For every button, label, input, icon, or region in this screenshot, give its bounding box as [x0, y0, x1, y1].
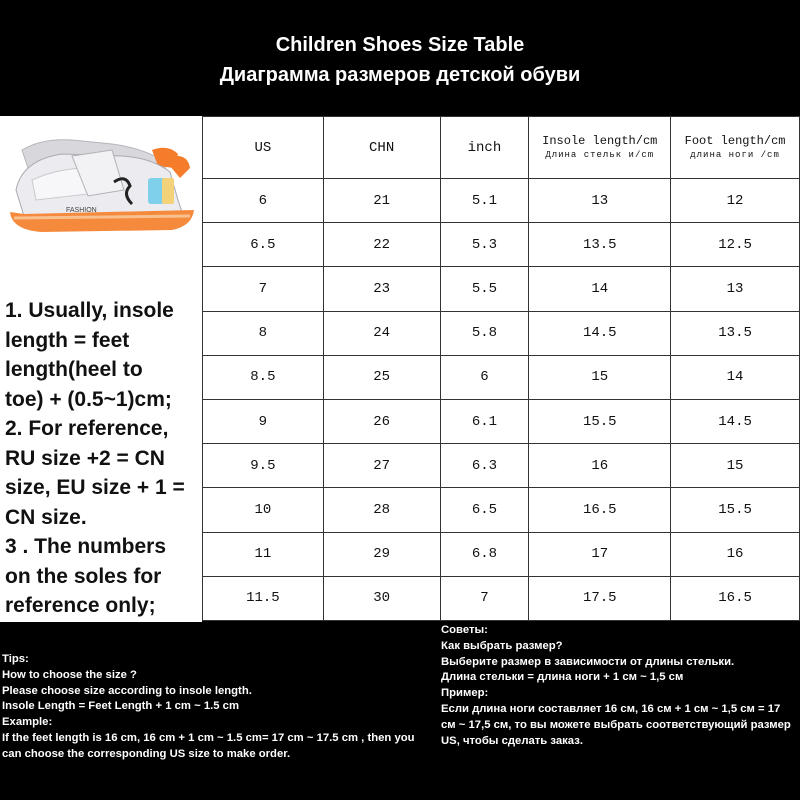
cell-us: 6.5	[203, 223, 324, 267]
note-line: RU size +2 = CN	[5, 446, 165, 470]
cell-inch: 5.8	[440, 311, 529, 355]
cell-foot: 14.5	[671, 399, 800, 443]
cell-foot: 15	[671, 444, 800, 488]
table-row	[203, 488, 800, 532]
tip-line: US, чтобы сделать заказ.	[441, 734, 583, 747]
header-insole	[529, 117, 671, 179]
note-line: toe) + (0.5~1)cm;	[5, 387, 172, 411]
tip-line: Если длина ноги составляет 16 см, 16 см + 1 см ~ 1,5 см = 17	[441, 702, 781, 715]
header-insole-ru: Длина стельк и/cm	[545, 150, 655, 160]
header-insole-en: Insole length/cm	[542, 134, 658, 148]
sneaker-icon	[2, 120, 200, 250]
title-en: Children Shoes Size Table	[275, 34, 525, 56]
cell-insole: 14.5	[529, 311, 671, 355]
tip-line: If the feet length is 16 cm, 16 cm + 1 cm ~ 1.5 cm= 17 cm ~ 17.5 cm , then you	[2, 731, 415, 744]
tip-line: Выберите размер в зависимости от длины стельки.	[441, 655, 735, 668]
cell-us: 11.5	[203, 576, 324, 620]
cell-inch: 6.1	[440, 399, 529, 443]
table-row	[203, 267, 800, 311]
tips-russian	[441, 623, 799, 749]
cell-chn: 29	[323, 532, 440, 576]
tip-line: How to choose the size ?	[2, 668, 137, 681]
note-line: 3 . The numbers	[5, 535, 167, 558]
table-row	[203, 223, 800, 267]
note-line: on the soles for	[5, 564, 162, 588]
cell-insole: 16	[529, 444, 671, 488]
cell-chn: 26	[323, 399, 440, 443]
note-line: CN size.	[5, 505, 87, 529]
header-foot	[671, 117, 800, 179]
cell-insole: 13	[529, 179, 671, 223]
tip-line: Example:	[2, 716, 53, 729]
table-row	[203, 355, 800, 399]
tip-line: Советы:	[441, 624, 488, 636]
cell-inch: 6	[440, 355, 529, 399]
cell-foot: 13.5	[671, 311, 800, 355]
header-foot-ru: длина ноги /cm	[690, 150, 780, 160]
cell-inch: 5.3	[440, 223, 529, 267]
tip-line: Please choose size according to insole length.	[2, 684, 252, 697]
cell-chn: 27	[323, 444, 440, 488]
header-foot-en: Foot length/cm	[684, 134, 786, 148]
cell-insole: 15.5	[529, 399, 671, 443]
cell-insole: 14	[529, 267, 671, 311]
cell-insole: 13.5	[529, 223, 671, 267]
tip-line: Пример:	[441, 687, 489, 700]
note-line: 2. For reference,	[5, 417, 169, 440]
table-row	[203, 179, 800, 223]
table-header-row	[203, 117, 800, 179]
cell-chn: 22	[323, 223, 440, 267]
tip-line: Insole Length = Feet Length + 1 cm ~ 1.5 cm	[2, 700, 239, 713]
cell-us: 9	[203, 399, 324, 443]
shoe-label: FASHION	[66, 207, 97, 214]
cell-foot: 13	[671, 267, 800, 311]
cell-inch: 5.1	[440, 179, 529, 223]
cell-foot: 12.5	[671, 223, 800, 267]
cell-foot: 16	[671, 532, 800, 576]
cell-chn: 23	[323, 267, 440, 311]
cell-us: 8.5	[203, 355, 324, 399]
header	[0, 0, 800, 116]
header-us: US	[203, 117, 324, 179]
cell-foot: 14	[671, 355, 800, 399]
cell-us: 11	[203, 532, 324, 576]
tip-line: см ~ 17,5 см, то вы можете выбрать соответствующий размер	[441, 718, 791, 731]
note-line: reference only;	[5, 594, 156, 617]
size-notes	[5, 296, 201, 621]
table-row	[203, 576, 800, 620]
header-chn: CHN	[323, 117, 440, 179]
size-table	[202, 116, 800, 621]
table-row	[203, 532, 800, 576]
table-row	[203, 399, 800, 443]
cell-inch: 5.5	[440, 267, 529, 311]
cell-chn: 30	[323, 576, 440, 620]
note-line: 1. Usually, insole	[5, 299, 174, 322]
cell-insole: 17	[529, 532, 671, 576]
note-line: length(heel to	[5, 358, 143, 381]
tips-english	[2, 652, 438, 763]
tip-line: Длина стельки = длина ноги + 1 см ~ 1,5 см	[441, 671, 684, 684]
cell-insole: 15	[529, 355, 671, 399]
cell-inch: 6.8	[440, 532, 529, 576]
cell-us: 6	[203, 179, 324, 223]
cell-foot: 15.5	[671, 488, 800, 532]
tip-line: Tips:	[2, 653, 29, 665]
cell-chn: 25	[323, 355, 440, 399]
cell-inch: 6.3	[440, 444, 529, 488]
title-ru: Диаграмма размеров детской обуви	[219, 64, 581, 86]
table-row	[203, 444, 800, 488]
cell-chn: 24	[323, 311, 440, 355]
cell-inch: 6.5	[440, 488, 529, 532]
table-row	[203, 311, 800, 355]
cell-insole: 16.5	[529, 488, 671, 532]
cell-us: 8	[203, 311, 324, 355]
shoe-image	[2, 120, 200, 250]
note-line: size, EU size + 1 =	[5, 476, 185, 499]
cell-chn: 28	[323, 488, 440, 532]
cell-insole: 17.5	[529, 576, 671, 620]
tip-line: can choose the corresponding US size to make order.	[2, 747, 291, 760]
cell-foot: 16.5	[671, 576, 800, 620]
header-inch: inch	[440, 117, 529, 179]
cell-inch: 7	[440, 576, 529, 620]
cell-foot: 12	[671, 179, 800, 223]
left-panel	[0, 116, 202, 622]
tip-line: Как выбрать размер?	[441, 639, 563, 652]
cell-us: 10	[203, 488, 324, 532]
cell-us: 9.5	[203, 444, 324, 488]
cell-us: 7	[203, 267, 324, 311]
note-line: length = feet	[5, 328, 130, 352]
cell-chn: 21	[323, 179, 440, 223]
